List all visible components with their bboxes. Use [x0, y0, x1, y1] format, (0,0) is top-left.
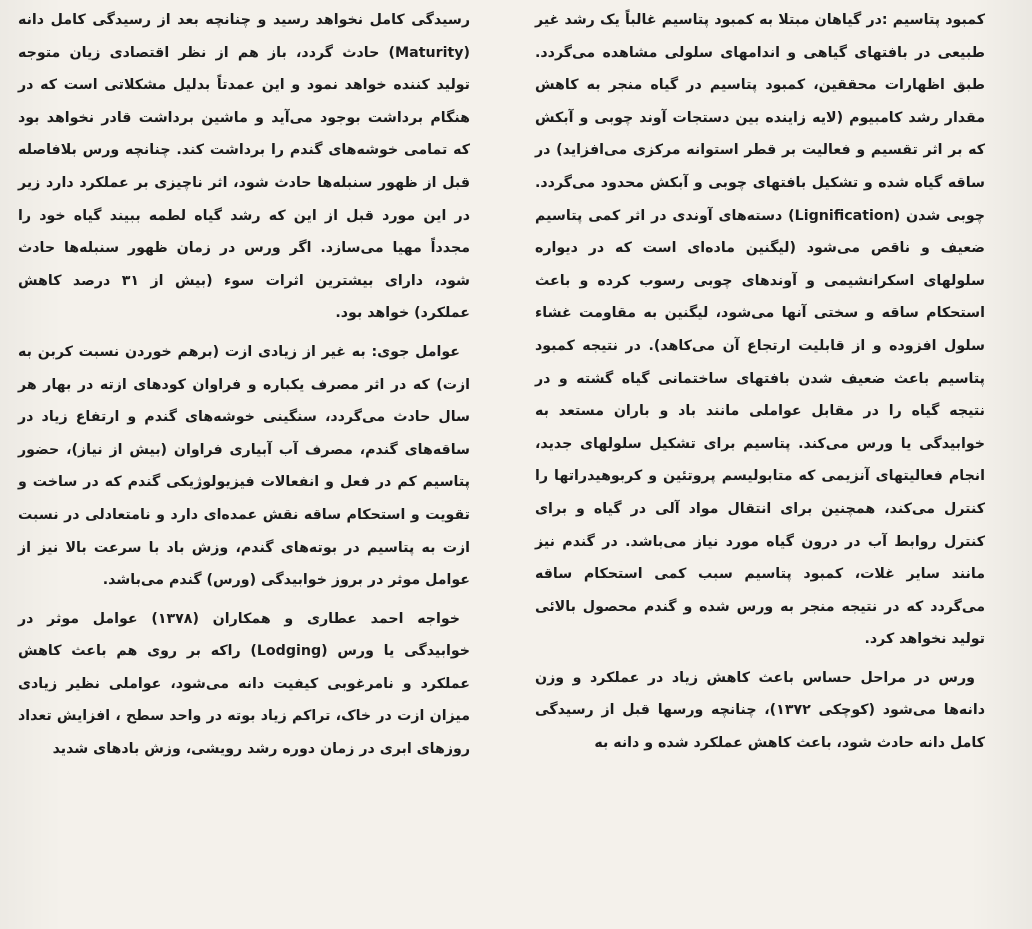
- paragraph-potassium-deficiency: کمبود پتاسیم :در گیاهان مبتلا به کمبود پتاسیم غالباً یک رشد غیر طبیعی در بافتهای گیاهی و اندامهای سلولی مشاهده می‌گردد. طبق اظهارات محققین، کمبود پتاسیم در گیاه منجر به کاهش مقدار رشد کامبیوم (لایه زاینده بین دستجات آوند چوبی و آبکش که بر اثر تقسیم و فعالیت بر قطر استوانه مرکزی می‌افزاید) در ساقه گیاه شده و تشکیل بافتهای چوبی و آبکش محدود می‌گردد. چوبی شدن (Lignification) دسته‌های آوندی در اثر کمی پتاسیم ضعیف و ناقص می‌شود (لیگنین ماده‌ای است که در دیواره سلولهای اسکرانشیمی و آوندهای چوبی رسوب کرده و باعث استحکام ساقه و سختی آنها می‌شود، لیگنین به مقاومت غشاء سلول افزوده و از قابلیت ارتجاع آن می‌کاهد). در نتیجه کمبود پتاسیم باعث ضعیف شدن بافتهای ساختمانی گیاه گشته و در نتیجه گیاه را در مقابل عواملی مانند باد و باران مستعد به خوابیدگی یا ورس می‌کند. پتاسیم برای تشکیل سلولهای جدید، انجام فعالیتهای آنزیمی که متابولیسم پروتئین و کربوهیدراتها را کنترل می‌کند، همچنین برای انتقال مواد آلی در گیاه و برای کنترل روابط آب در درون گیاه مورد نیاز می‌باشد. در گندم نیز مانند سایر غلات، کمبود پتاسیم سبب کمی استحکام ساقه می‌گردد که در نتیجه منجر به ورس شده و گندم محصول بالائی تولید نخواهد کرد.: [535, 12, 985, 648]
- paragraph-khajeh-attari: خواجه احمد عطاری و همکاران (۱۳۷۸) عوامل موثر در خوابیدگی یا ورس (Lodging) راکه بر روی هم باعث کاهش عملکرد و نامرغوبی کیفیت دانه می‌شود، عواملی نظیر زیادی میزان ازت در خاک، تراکم زیاد بوته در واحد سطح ، افزایش تعداد روزهای ابری در زمان دوره رشد رویشی، وزش بادهای شدید: [18, 610, 470, 758]
- paragraph-maturity: رسیدگی کامل نخواهد رسید و چنانچه بعد از رسیدگی کامل دانه (Maturity) حادث گردد، باز هم از نظر اقتصادی زیان متوجه تولید کننده خواهد نمود و این عمدتاً بدلیل مشکلاتی است که در هنگام برداشت بوجود می‌آید و ماشین برداشت قادر نخواهد بود که تمامی خوشه‌های گندم را برداشت کند. چنانچه ورس بلافاصله قبل از ظهور سنبله‌ها حادث شود، اثر ناچیزی بر عملکرد دارد زیر در این مورد قبل از این که رشد گیاه لطمه ببیند گیاه خود را مجدداً مهیا می‌سازد. اگر ورس در زمان ظهور سنبله‌ها حادث شود، دارای بیشترین اثرات سوء (بیش از ۳۱ درصد کاهش عملکرد) خواهد بود.: [18, 12, 470, 322]
- paragraph-climatic-factors: عوامل جوی: به غیر از زیادی ازت (برهم خوردن نسبت کربن به ازت) که در اثر مصرف یکباره و فراوان کودهای ازته در بهار هر سال حادث می‌گردد، سنگینی خوشه‌های گندم و ارتفاع زیاد در ساقه‌های گندم، مصرف آب آبیاری فراوان (بیش از نیاز)، حضور پتاسیم کم در فعل و انفعالات فیزیولوژیکی گندم که در ساخت و تقویت و استحکام ساقه نقش عمده‌ای دارد و نامتعادلی در نسبت ازت به پتاسیم در بوته‌های گندم، وزش باد با سرعت بالا نیز از عوامل موثر در بروز خوابیدگی (ورس) گندم می‌باشد.: [18, 343, 470, 589]
- right-text-column: [535, 4, 985, 760]
- left-text-column: [18, 4, 470, 766]
- paragraph-lodging-yield: ورس در مراحل حساس باعث کاهش زیاد در عملکرد و وزن دانه‌ها می‌شود (کوچکی ۱۳۷۲)، چنانچه ورسها قبل از رسیدگی کامل دانه حادث شود، باعث کاهش عملکرد شده و دانه به: [535, 669, 985, 752]
